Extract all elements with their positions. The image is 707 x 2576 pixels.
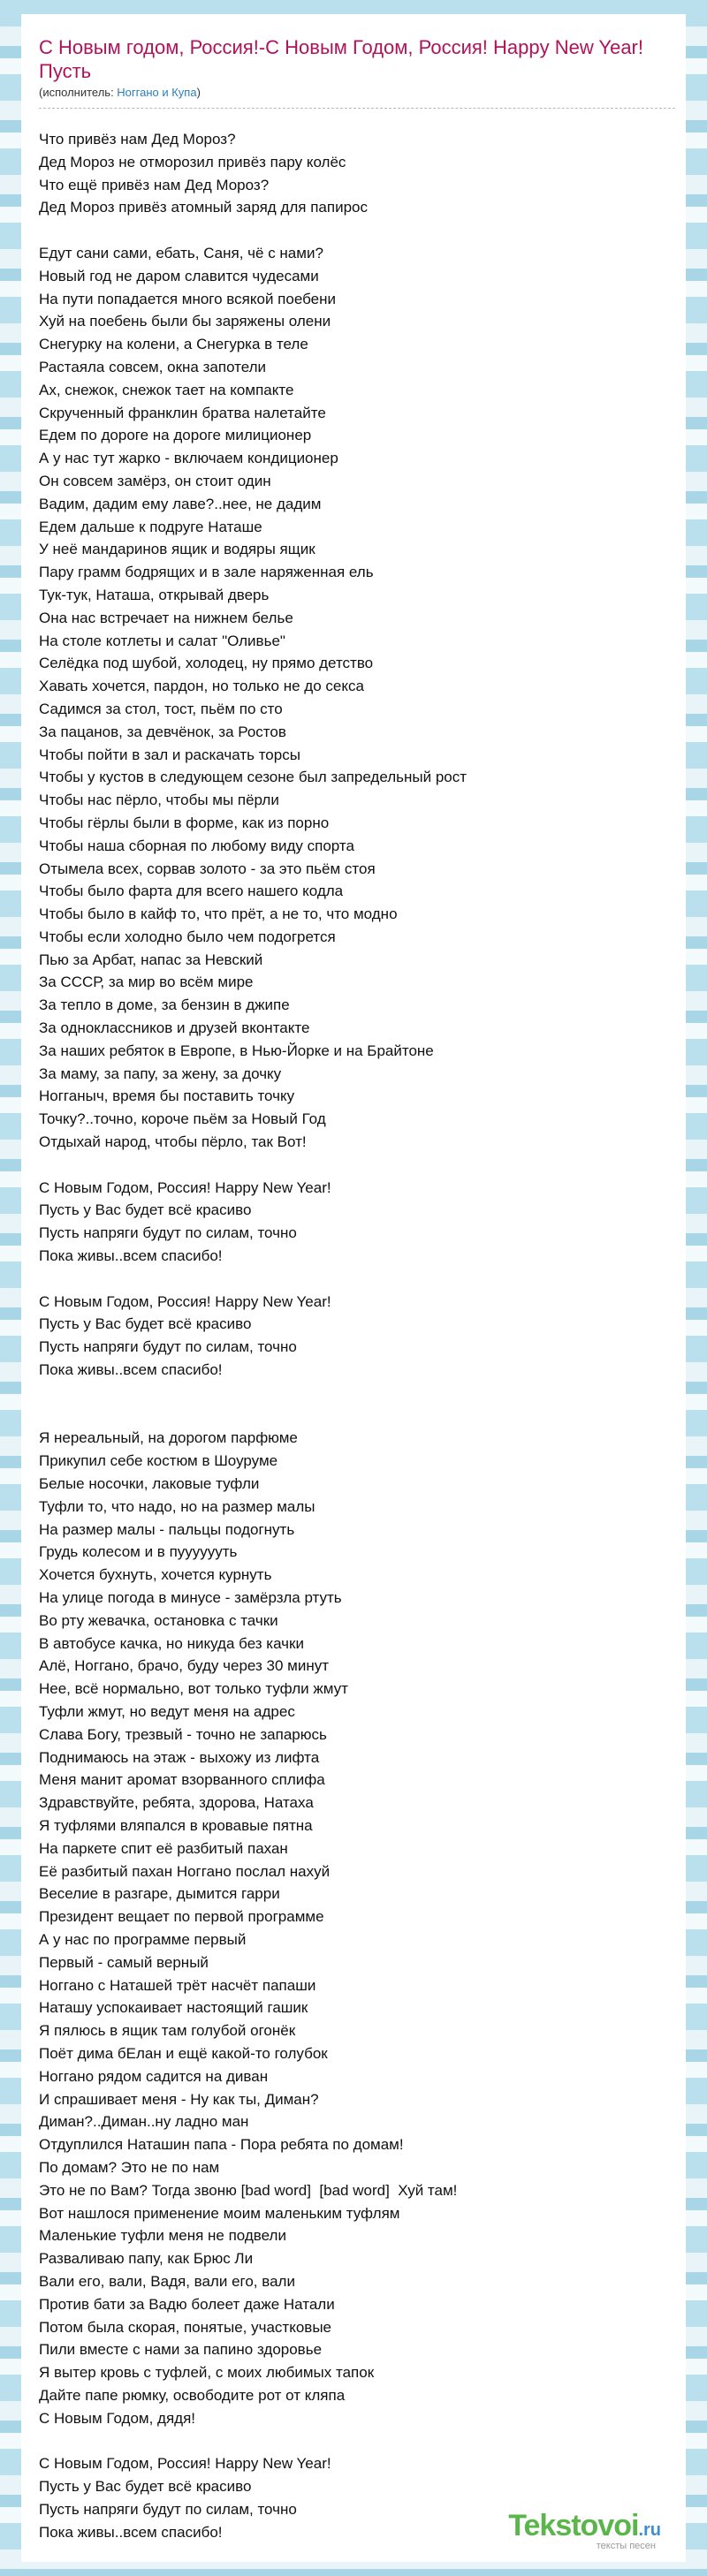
lyric-line: Президент вещает по первой программе [39,1908,324,1926]
lyric-line: Хочется бухнуть, хочется курнуть [39,1566,272,1584]
lyric-line: Пусть напряги будут по силам, точно [39,1338,297,1356]
lyric-line: Пусть напряги будут по силам, точно [39,1224,297,1242]
lyric-line: В автобусе качка, но никуда без качки [39,1634,304,1652]
lyric-line: Пока живы..всем спасибо! [39,1361,223,1379]
lyric-line: Дед Мороз привёз атомный заряд для папирос [39,199,368,216]
lyric-line: Туфли жмут, но ведут меня на адрес [39,1702,295,1720]
lyric-line: Пусть напряги будут по силам, точно [39,2500,297,2518]
lyric-line: На размер малы - пальцы подогнуть [39,1520,295,1538]
lyric-line: Пью за Арбат, напас за Невский [39,951,263,968]
lyric-line: По домам? Это не по нам [39,2158,220,2176]
lyric-line: Слава Богу, трезвый - точно не запарюсь [39,1725,327,1743]
lyric-line: За пацанов, за девчёнок, за Ростов [39,723,286,740]
lyric-line: Она нас встречает на нижнем белье [39,609,293,626]
lyric-line: Чтобы было фарта для всего нашего кодла [39,883,344,900]
lyric-line: Пока живы..всем спасибо! [39,1247,223,1265]
lyric-line: Во рту жевачка, остановка с тачки [39,1611,278,1629]
lyric-line: Первый - самый верный [39,1953,209,1971]
lyric-line: Здравствуйте, ребята, здорова, Натаха [39,1794,314,1812]
lyric-line: Отымела всех, сорвав золото - за это пьём стоя [39,860,376,877]
lyric-line: Ноггано с Наташей трёт насчёт папаши [39,1976,316,1994]
lyric-line: Он совсем замёрз, он стоит один [39,472,271,489]
lyric-line: Против бати за Вадю болеет даже Натали [39,2295,335,2313]
lyric-line: Чтобы если холодно было чем подогрется [39,928,336,945]
lyric-line: Едут сани сами, ебать, Саня, чё с нами? [39,244,323,261]
lyric-line: За маму, за папу, за жену, за дочку [39,1064,282,1082]
lyric-line: А у нас тут жарко - включаем кондиционер [39,450,338,467]
lyric-line: Селёдка под шубой, холодец, ну прямо детство [39,655,374,672]
lyric-line: Грудь колесом и в пууууууть [39,1543,238,1561]
lyric-line [39,1154,668,1177]
lyric-line: На столе котлеты и салат "Оливье" [39,632,285,649]
performer-line [39,85,668,101]
lyric-line: На улице погода в минусе - замёрзла ртуть [39,1589,342,1606]
lyrics-body [39,128,668,2543]
lyric-line: Новый год не даром славится чудесами [39,267,319,284]
lyric-line: Вот нашлося применение моим маленьким туфлям [39,2204,400,2222]
lyric-line: Отдуплился Наташин папа - Пора ребята по домам! [39,2136,404,2154]
lyric-line: Хавать хочется, пардон, но только не до секса [39,678,364,695]
lyric-line: Прикупил себе костюм в Шоуруме [39,1452,278,1470]
lyric-line: А у нас по программе первый [39,1930,247,1948]
lyric-line: Вадим, дадим ему лаве?..нее, не дадим [39,495,322,512]
lyric-line: За СССР, за мир во всём мире [39,974,254,991]
performer-link[interactable]: Ноггано и Купа [117,86,197,99]
site-logo[interactable] [508,2511,661,2551]
lyric-line [39,2429,668,2452]
lyric-line: Садимся за стол, тост, пьём по сто [39,700,283,717]
lyric-line: Чтобы пойти в зал и раскачать торсы [39,746,300,763]
lyric-line: Чтобы нас пёрло, чтобы мы пёрли [39,792,279,809]
lyric-line: Потом была скорая, понятые, участковые [39,2318,332,2336]
lyric-line: Пару грамм бодрящих и в зале наряженная ель [39,564,374,581]
lyric-line: За одноклассников и друзей вконтакте [39,1019,310,1037]
lyric-line: Дайте папе рюмку, освободите рот от кляпа [39,2386,346,2404]
lyric-line: Поднимаюсь на этаж - выхожу из лифта [39,1748,320,1766]
lyric-line: Чтобы было в кайф то, что прёт, а не то, что модно [39,905,398,923]
lyric-line: Чтобы гёрлы были в форме, как из порно [39,814,330,831]
lyric-line: Чтобы наша сборная по любому виду спорта [39,837,354,854]
lyric-line: За наших ребяток в Европе, в Нью-Йорке и на Брайтоне [39,1042,434,1059]
lyric-line: Поёт дима бЕлан и ещё какой-то голубок [39,2044,328,2062]
lyric-line: Пили вместе с нами за папино здоровье [39,2341,323,2359]
lyric-line: За тепло в доме, за бензин в джипе [39,996,290,1014]
lyric-line: Скрученный франклин братва налетайте [39,404,326,421]
performer-prefix: (исполнитель: [39,86,118,99]
lyric-line: Едем по дороге на дороге милиционер [39,427,312,444]
lyric-line: Ноггано рядом садится на диван [39,2067,269,2085]
lyric-line: Пока живы..всем спасибо! [39,2523,223,2541]
logo-tagline: тексты песен [596,2541,656,2551]
page-title: С Новым годом, Россия!-С Новым Годом, Россия! Happy New Year! Пусть [39,36,643,82]
lyric-line: Вали его, вали, Вадя, вали его, вали [39,2272,295,2290]
lyric-line: Я вытер кровь с туфлей, с моих любимых тапок [39,2364,375,2382]
lyric-line: Меня манит аромат взорванного сплифа [39,1771,325,1789]
lyric-line: На пути попадается много всякой поебени [39,290,336,307]
lyric-line: Её разбитый пахан Ноггано послал нахуй [39,1862,331,1880]
lyric-line: Дед Мороз не отморозил привёз пару колёс [39,153,346,170]
lyric-line: С Новым Годом, дядя! [39,2409,196,2427]
lyric-line: Я нереальный, на дорогом парфюме [39,1429,298,1447]
lyric-line: Маленькие туфли меня не подвели [39,2227,286,2245]
lyric-line [39,1382,668,1405]
logo-domain-suffix: .ru [638,2520,661,2540]
lyric-line: С Новым Годом, Россия! Happy New Year! [39,1178,331,1196]
lyric-line: Точку?..точно, короче пьём за Новый Год [39,1110,326,1128]
lyric-line [39,1268,668,1291]
lyrics-card [21,14,686,2562]
lyric-line: Диман?..Диман..ну ладно ман [39,2113,249,2131]
lyric-line: Наташу успокаивает настоящий гашик [39,1999,308,2017]
lyric-line: Что привёз нам Дед Мороз? [39,131,236,148]
lyric-line: Отдыхай народ, чтобы пёрло, так Вот! [39,1133,307,1151]
performer-suffix: ) [196,86,201,99]
lyric-line: Что ещё привёз нам Дед Мороз? [39,176,270,193]
lyric-line: Алё, Ноггано, брачо, буду через 30 минут [39,1657,329,1675]
lyric-line: Пусть у Вас будет всё красиво [39,2478,252,2496]
lyric-line: И спрашивает меня - Ну как ты, Диман? [39,2090,319,2108]
lyric-line: Я пялюсь в ящик там голубой огонёк [39,2022,296,2040]
lyric-line: Пусть у Вас будет всё красиво [39,1201,252,1219]
lyric-line: Белые носочки, лаковые туфли [39,1475,260,1493]
lyric-line: С Новым Годом, Россия! Happy New Year! [39,1292,331,1310]
logo-wordmark: Tekstovoi [508,2509,639,2542]
lyric-line: Снегурку на колени, а Снегурка в теле [39,336,308,353]
lyric-line: Пусть у Вас будет всё красиво [39,1315,252,1333]
lyric-line: Нее, всё нормально, вот только туфли жмут [39,1680,348,1698]
lyric-line: Хуй на поебень были бы заряжены олени [39,313,331,330]
lyric-line: Тук-тук, Наташа, открывай дверь [39,586,270,603]
lyric-line [39,219,668,242]
lyric-line: Едем дальше к подруге Наташе [39,518,262,535]
lyric-line: Веселие в разгаре, дымится гарри [39,1885,280,1903]
lyric-line: У неё мандаринов ящик и водяры ящик [39,541,315,558]
lyric-line: Я туфлями вляпался в кровавые пятна [39,1816,313,1834]
title-divider [39,108,675,109]
lyric-line: Растаяла совсем, окна запотели [39,358,267,375]
lyric-line: На паркете спит её разбитый пахан [39,1839,288,1857]
lyric-line: Ногганыч, время бы поставить точку [39,1087,295,1105]
lyric-line: Это не по Вам? Тогда звоню [bad word] [bad word] Хуй там! [39,2181,458,2199]
lyric-line: Ах, снежок, снежок тает на компакте [39,381,294,398]
lyric-line: Чтобы у кустов в следующем сезоне был запредельный рост [39,769,468,786]
lyric-line: С Новым Годом, Россия! Happy New Year! [39,2455,331,2473]
lyric-line [39,1405,668,1428]
lyric-line: Туфли то, что надо, но на размер малы [39,1497,315,1515]
lyric-line: Разваливаю папу, как Брюс Ли [39,2250,254,2268]
